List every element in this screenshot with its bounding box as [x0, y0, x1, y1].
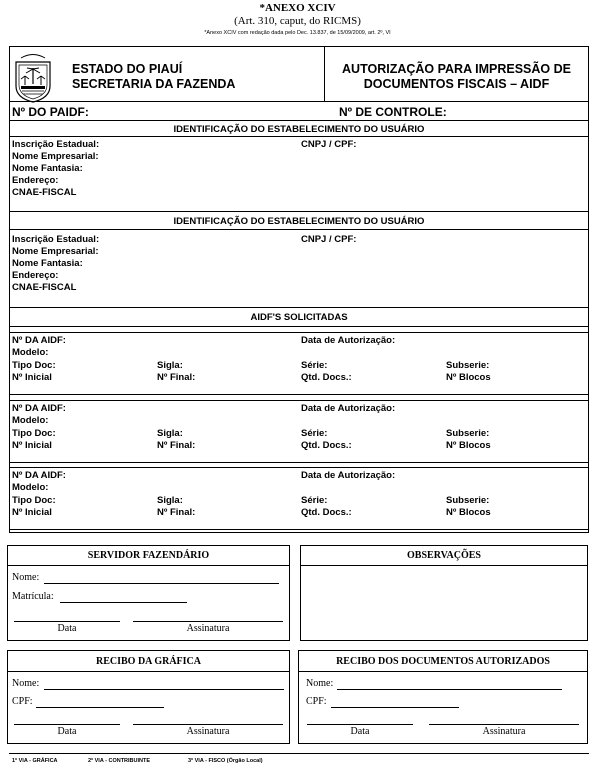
- servidor-matricula-line[interactable]: [60, 602, 187, 603]
- sigla-label: Sigla:: [157, 360, 183, 371]
- servidor-name-line[interactable]: [44, 583, 279, 584]
- serie-label: Série:: [301, 428, 328, 439]
- title-divider: [9, 101, 589, 102]
- control-label: Nº DE CONTROLE:: [339, 105, 447, 119]
- servidor-signature-line[interactable]: [133, 621, 283, 622]
- final-number-label: Nº Final:: [157, 440, 196, 451]
- authorized-docs-receipt-heading: RECIBO DOS DOCUMENTOS AUTORIZADOS: [336, 656, 550, 667]
- establishment-fields: [12, 139, 99, 199]
- authorized-docs-date-caption: Data: [350, 726, 370, 737]
- footer-via-1: 1ª VIA - GRÁFICA: [12, 758, 58, 764]
- doc-quantity-label: Qtd. Docs.:: [301, 372, 352, 383]
- servidor-heading: SERVIDOR FAZENDÁRIO: [87, 550, 210, 561]
- model-label: Modelo:: [12, 415, 49, 426]
- footer-via-2: 2ª VIA - CONTRIBUINTE: [88, 758, 151, 764]
- doc-type-label: Tipo Doc:: [12, 428, 56, 439]
- establishment-divider: [9, 307, 589, 308]
- aidf-block: [9, 467, 589, 530]
- document-title-line-1: AUTORIZAÇÃO PARA IMPRESSÃO DE: [342, 62, 571, 76]
- observations-heading: OBSERVAÇÕES: [407, 550, 481, 561]
- address-label: Endereço:: [12, 175, 59, 186]
- aidf-number-label: Nº DA AIDF:: [12, 470, 66, 481]
- print-shop-receipt-heading: RECIBO DA GRÁFICA: [95, 656, 201, 667]
- authorization-date-label: Data de Autorização:: [301, 403, 396, 414]
- ids-divider: [9, 120, 589, 121]
- servidor-signature-caption: Assinatura: [186, 623, 230, 634]
- print-shop-signature-caption: Assinatura: [186, 726, 230, 737]
- business-name-label: Nome Empresarial:: [12, 246, 99, 257]
- cnae-label: CNAE-FISCAL: [12, 282, 77, 293]
- serie-label: Série:: [301, 360, 328, 371]
- subserie-label: Subserie:: [446, 495, 490, 506]
- authorized-docs-name-label: Nome:: [306, 678, 334, 689]
- cnpj-label: CNPJ / CPF:: [301, 234, 357, 245]
- subserie-label: Subserie:: [446, 360, 490, 371]
- doc-quantity-label: Qtd. Docs.:: [301, 507, 352, 518]
- block-count-label: Nº Blocos: [446, 372, 491, 383]
- print-shop-name-label: Nome:: [12, 678, 40, 689]
- authorization-date-label: Data de Autorização:: [301, 335, 396, 346]
- business-name-label: Nome Empresarial:: [12, 151, 99, 162]
- print-shop-cpf-line[interactable]: [36, 707, 164, 708]
- authorized-docs-date-line[interactable]: [307, 724, 413, 725]
- annex-article: (Art. 310, caput, do RICMS): [234, 15, 361, 27]
- sigla-label: Sigla:: [157, 428, 183, 439]
- aidf-heading-divider: [9, 326, 589, 327]
- authorized-docs-signature-caption: Assinatura: [482, 726, 526, 737]
- aidf-number-label: Nº DA AIDF:: [12, 403, 66, 414]
- cnpj-label: CNPJ / CPF:: [301, 139, 357, 150]
- model-label: Modelo:: [12, 347, 49, 358]
- address-label: Endereço:: [12, 270, 59, 281]
- authorized-docs-heading-divider: [299, 671, 587, 672]
- servidor-date-line[interactable]: [14, 621, 120, 622]
- aidf-heading: AIDF'S SOLICITADAS: [250, 312, 348, 323]
- print-shop-signature-line[interactable]: [133, 724, 283, 725]
- annex-note: *Anexo XCIV com redação dada pelo Dec. 13.837, de 15/09/2009, art. 2º, VI: [204, 30, 391, 36]
- authorized-docs-receipt-box: [298, 650, 588, 744]
- aidf-block: [9, 332, 589, 395]
- coat-of-arms-icon: [12, 52, 54, 104]
- serie-label: Série:: [301, 495, 328, 506]
- block-count-label: Nº Blocos: [446, 440, 491, 451]
- servidor-heading-divider: [8, 565, 289, 566]
- initial-number-label: Nº Inicial: [12, 507, 52, 518]
- subserie-label: Subserie:: [446, 428, 490, 439]
- authorized-docs-signature-line[interactable]: [429, 724, 579, 725]
- doc-quantity-label: Qtd. Docs.:: [301, 440, 352, 451]
- servidor-box: [7, 545, 290, 641]
- observations-box: [300, 545, 588, 641]
- establishment-heading-divider: [9, 136, 589, 137]
- print-shop-cpf-label: CPF:: [12, 696, 33, 707]
- print-shop-date-line[interactable]: [14, 724, 120, 725]
- document-title: [325, 62, 588, 92]
- print-shop-heading-divider: [8, 671, 289, 672]
- state-registration-label: Inscrição Estadual:: [12, 234, 100, 245]
- authorized-docs-cpf-label: CPF:: [306, 696, 327, 707]
- establishment-fields: [12, 234, 99, 294]
- print-shop-name-line[interactable]: [44, 689, 284, 690]
- block-count-label: Nº Blocos: [446, 507, 491, 518]
- org-line-1: ESTADO DO PIAUÍ: [72, 62, 183, 76]
- state-registration-label: Inscrição Estadual:: [12, 139, 100, 150]
- initial-number-label: Nº Inicial: [12, 372, 52, 383]
- establishment-heading: IDENTIFICAÇÃO DO ESTABELECIMENTO DO USUÁRIO: [173, 124, 425, 135]
- aidf-block: [9, 400, 589, 463]
- authorized-docs-cpf-line[interactable]: [331, 707, 459, 708]
- establishment-divider: [9, 211, 589, 212]
- print-shop-receipt-box: [7, 650, 290, 744]
- servidor-name-label: Nome:: [12, 572, 40, 583]
- annex-title: *ANEXO XCIV: [259, 2, 336, 14]
- model-label: Modelo:: [12, 482, 49, 493]
- authorization-date-label: Data de Autorização:: [301, 470, 396, 481]
- authorized-docs-name-line[interactable]: [337, 689, 562, 690]
- trade-name-label: Nome Fantasia:: [12, 163, 83, 174]
- doc-type-label: Tipo Doc:: [12, 495, 56, 506]
- footer-via-3: 3ª VIA - FISCO (Órgão Local): [188, 758, 263, 764]
- sigla-label: Sigla:: [157, 495, 183, 506]
- print-shop-date-caption: Data: [57, 726, 77, 737]
- cnae-label: CNAE-FISCAL: [12, 187, 77, 198]
- footer-divider: [9, 753, 589, 754]
- servidor-date-caption: Data: [57, 623, 77, 634]
- aidf-number-label: Nº DA AIDF:: [12, 335, 66, 346]
- final-number-label: Nº Final:: [157, 507, 196, 518]
- establishment-heading: IDENTIFICAÇÃO DO ESTABELECIMENTO DO USUÁRIO: [173, 216, 425, 227]
- org-line-2: SECRETARIA DA FAZENDA: [72, 77, 236, 91]
- org-name: [72, 62, 235, 92]
- doc-type-label: Tipo Doc:: [12, 360, 56, 371]
- trade-name-label: Nome Fantasia:: [12, 258, 83, 269]
- observations-heading-divider: [301, 565, 587, 566]
- final-number-label: Nº Final:: [157, 372, 196, 383]
- servidor-matricula-label: Matrícula:: [12, 591, 54, 602]
- establishment-heading-divider: [9, 229, 589, 230]
- initial-number-label: Nº Inicial: [12, 440, 52, 451]
- paidf-label: Nº DO PAIDF:: [12, 105, 89, 119]
- document-title-line-2: DOCUMENTOS FISCAIS – AIDF: [363, 77, 550, 91]
